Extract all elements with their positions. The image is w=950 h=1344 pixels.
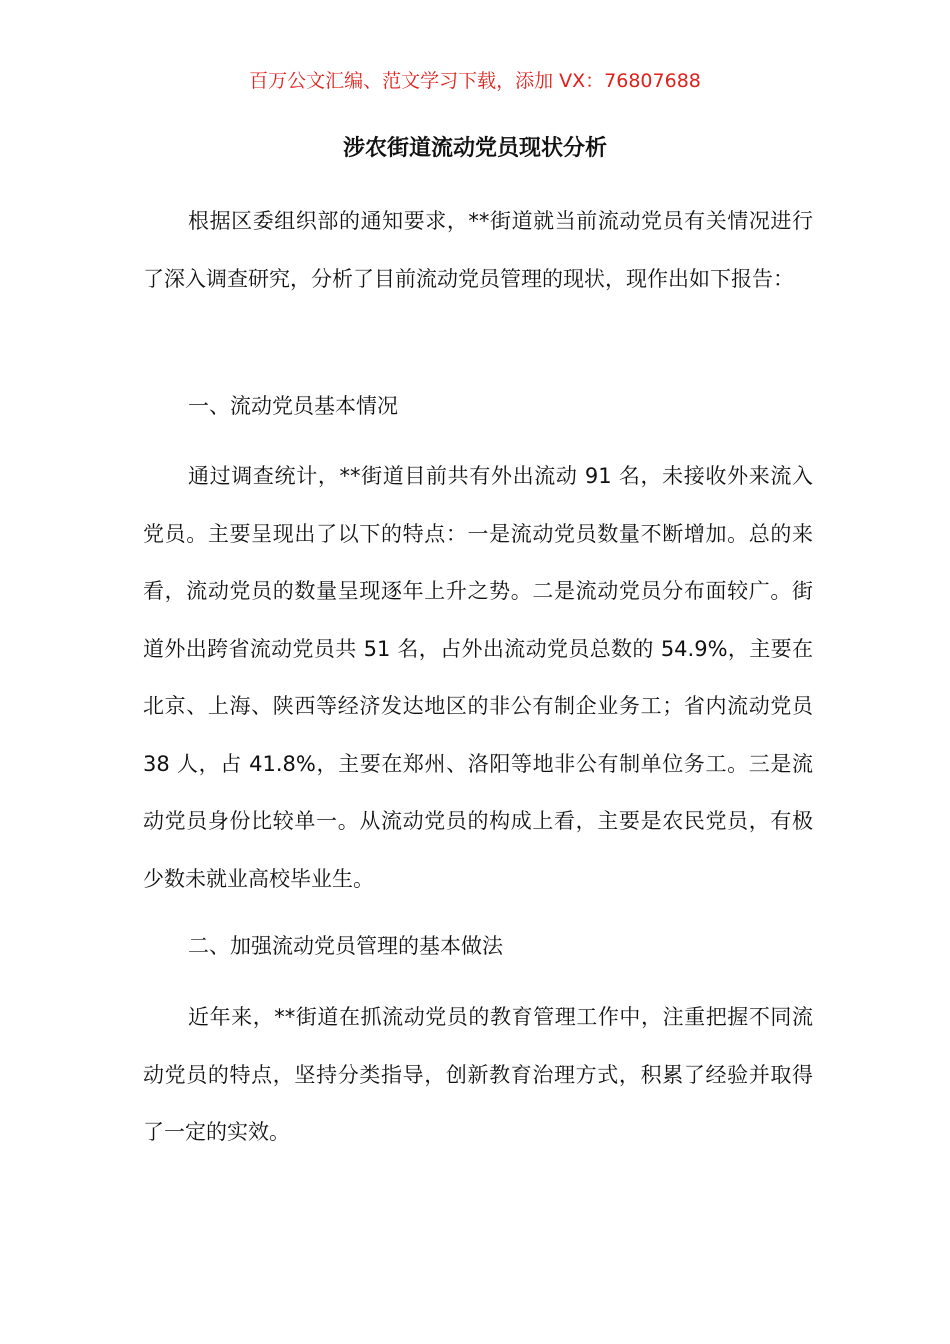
section-2-heading: 二、加强流动党员管理的基本做法	[188, 934, 503, 958]
section-1-paragraph: 通过调查统计，**街道目前共有外出流动 91 名，未接收外来流入党员。主要呈现出了以下的特点：一是流动党员数量不断增加。总的来看，流动党员的数量呈现逐年上升之势。二是流动党员分布面较广。街道外出跨省流动党员共 51 名，占外出流动党员总数的 54.9%，主要在北京、上海、陕西等经济发达地区的非公有制企业务工；省内流动党员 38 人，占 41.8%，主要在郑州、洛阳等地非公有制单位务工。三是流动党员身份比较单一。从流动党员的构成上看，主要是农民党员，有极少数未就业高校毕业生。	[143, 464, 813, 891]
section-2-paragraph: 近年来，**街道在抓流动党员的教育管理工作中，注重把握不同流动党员的特点，坚持分类指导，创新教育治理方式，积累了经验并取得了一定的实效。	[143, 1005, 813, 1144]
section-1-heading: 一、流动党员基本情况	[188, 394, 398, 418]
document-title: 涉农街道流动党员现状分析	[342, 136, 607, 161]
promo-header-text: 百万公文汇编、范文学习下载，添加 VX：76807688	[249, 70, 701, 92]
intro-paragraph: 根据区委组织部的通知要求，**街道就当前流动党员有关情况进行了深入调查研究，分析了目前流动党员管理的现状，现作出如下报告：	[143, 209, 813, 291]
